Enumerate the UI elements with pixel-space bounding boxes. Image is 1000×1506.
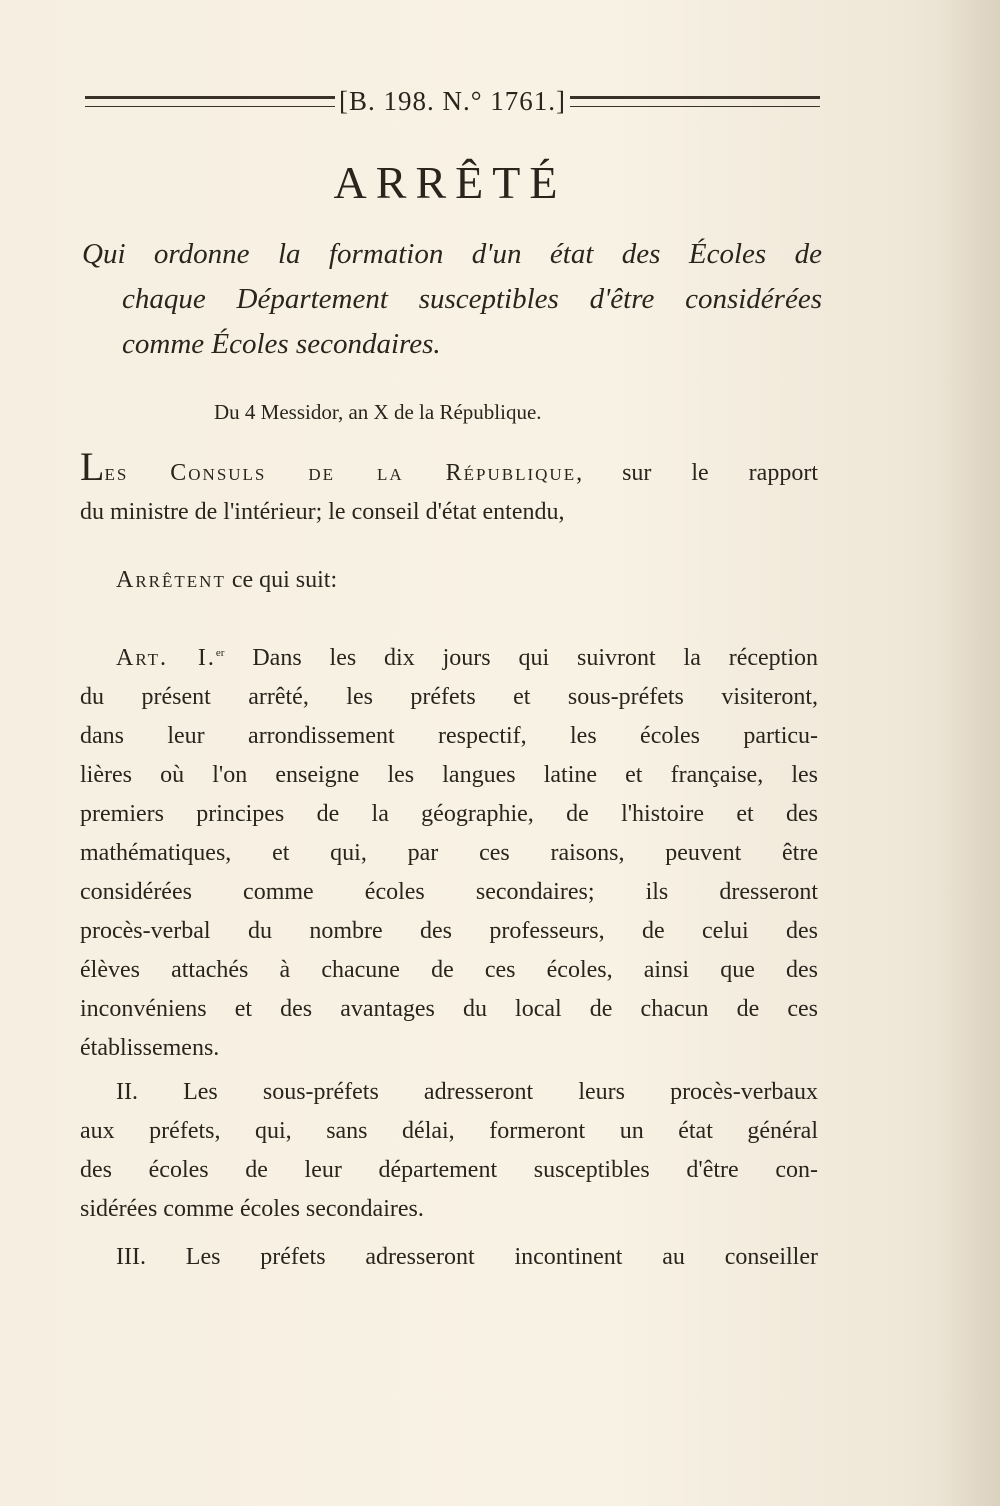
article-line: considérées comme écoles secondaires; ils dresseront bbox=[80, 879, 818, 905]
article-label: III. bbox=[116, 1244, 146, 1270]
intro-line bbox=[80, 444, 818, 493]
article-text: Les préfets adresseront incontinent au conseiller bbox=[185, 1244, 818, 1270]
subtitle-line: comme Écoles secondaires. bbox=[122, 328, 441, 360]
article-line bbox=[80, 634, 818, 678]
article-3 bbox=[80, 1238, 818, 1277]
article-label-sup: er bbox=[215, 647, 225, 659]
article-2 bbox=[80, 1073, 818, 1229]
arretent-text: ce qui suit: bbox=[225, 567, 338, 593]
subtitle-line: Qui ordonne la formation d'un état des Écoles de bbox=[82, 238, 822, 270]
article-line: procès-verbal du nombre des professeurs, de celui des bbox=[80, 918, 818, 944]
intro-text: , sur le rapport bbox=[576, 460, 818, 486]
article-line bbox=[80, 1238, 818, 1277]
header-rule-left bbox=[85, 96, 335, 107]
article-line: dans leur arrondissement respectif, les écoles particu- bbox=[80, 723, 818, 749]
document-title: ARRÊTÉ bbox=[333, 157, 567, 208]
page-header bbox=[85, 84, 820, 118]
article-line: sidérées comme écoles secondaires. bbox=[80, 1196, 424, 1222]
arretent-paragraph bbox=[80, 561, 818, 600]
article-line: du présent arrêté, les préfets et sous-préfets visiteront, bbox=[80, 684, 818, 710]
article-text: Dans les dix jours qui suivront la réception bbox=[252, 645, 819, 671]
subtitle-line: chaque Département susceptibles d'être considérées bbox=[122, 283, 822, 315]
arretent-caps: Arrêtent bbox=[116, 567, 226, 593]
drop-cap: L bbox=[80, 444, 105, 489]
article-line: mathématiques, et qui, par ces raisons, peuvent être bbox=[80, 840, 818, 866]
article-line: lières où l'on enseigne les langues latine et française, les bbox=[80, 762, 818, 788]
page-edge-shadow bbox=[940, 0, 1000, 1506]
article-text: Les sous-préfets adresseront leurs procès-verbaux bbox=[183, 1079, 818, 1105]
document-subtitle bbox=[82, 232, 822, 367]
article-label: Art. I. bbox=[116, 645, 216, 671]
arretent-line bbox=[80, 561, 818, 600]
article-line bbox=[80, 1073, 818, 1112]
article-label: II. bbox=[116, 1079, 138, 1105]
article-line: aux préfets, qui, sans délai, formeront un état général bbox=[80, 1118, 818, 1144]
article-1 bbox=[80, 634, 818, 1068]
intro-line: du ministre de l'intérieur; le conseil d'état entendu, bbox=[80, 499, 565, 525]
bulletin-reference: [B. 198. N.° 1761.] bbox=[338, 85, 567, 116]
header-rule-right bbox=[570, 96, 820, 107]
article-line: des écoles de leur département susceptibles d'être con- bbox=[80, 1157, 818, 1183]
article-line: élèves attachés à chacune de ces écoles, ainsi que des bbox=[80, 957, 818, 983]
consuls-heading: es Consuls de la République bbox=[104, 460, 577, 486]
intro-paragraph bbox=[80, 444, 818, 532]
document-date: Du 4 Messidor, an X de la République. bbox=[214, 400, 542, 424]
article-line: premiers principes de la géographie, de l'histoire et des bbox=[80, 801, 818, 827]
article-line: établissemens. bbox=[80, 1035, 220, 1061]
article-line: inconvéniens et des avantages du local de chacun de ces bbox=[80, 996, 818, 1022]
